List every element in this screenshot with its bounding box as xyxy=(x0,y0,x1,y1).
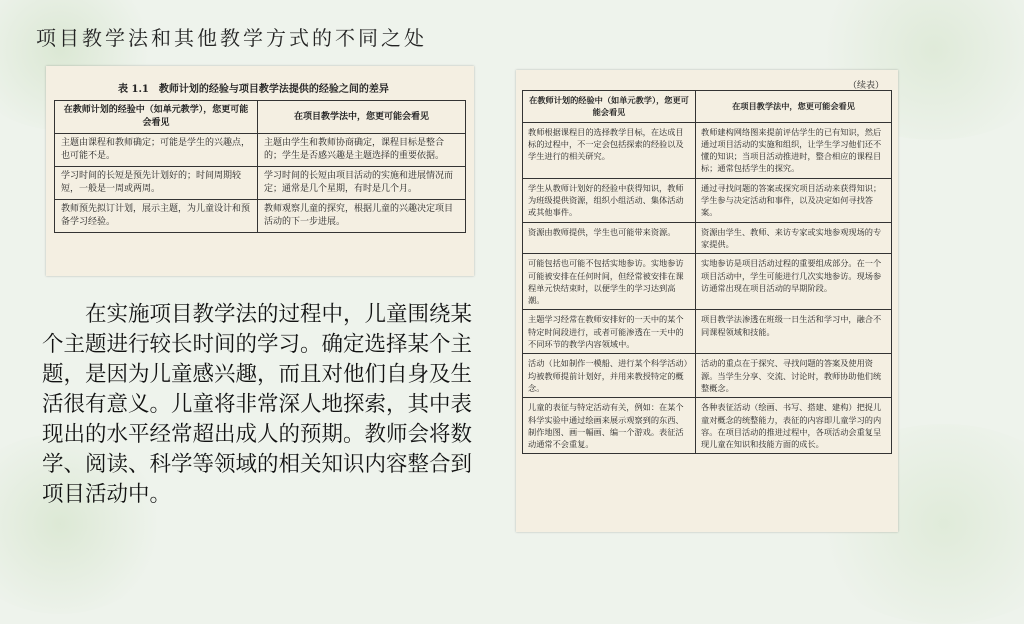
table-header-teacher-planned: 在教师计划的经验中（如单元教学），您更可能会看见 xyxy=(523,91,696,123)
table-header-teacher-planned: 在教师计划的经验中（如单元教学），您更可能会看见 xyxy=(55,101,258,134)
table-cell: 教师根据课程目的选择教学目标，在达成目标的过程中，不一定会包括探索的经验以及学生进行的相关研究。 xyxy=(523,122,696,178)
table-row xyxy=(523,398,892,454)
slide-title: 项目教学法和其他教学方式的不同之处 xyxy=(36,26,427,50)
table-row xyxy=(55,134,466,167)
left-comparison-table xyxy=(54,100,466,233)
table-row xyxy=(523,222,892,254)
table-cell: 实地参访是项目活动过程的重要组成部分。在一个项目活动中，学生可能进行几次实地参访。现场参访通常出现在项目活动的早期阶段。 xyxy=(696,254,892,310)
table-row xyxy=(523,354,892,398)
table-header-row xyxy=(523,91,892,123)
left-scanned-page xyxy=(46,66,474,276)
table-header-project: 在项目教学法中，您更可能会看见 xyxy=(258,101,466,134)
table-row xyxy=(55,167,466,200)
table-cell: 儿童的表征与特定活动有关，例如：在某个科学实验中通过绘画来展示观察到的东西、制作地图、画一幅画、编一个游戏。表征活动通常不会重复。 xyxy=(523,398,696,454)
table-cell: 项目教学法渗透在班级一日生活和学习中，融合不同课程领域和技能。 xyxy=(696,310,892,354)
table-caption: 表 1.1 教师计划的经验与项目教学法提供的经验之间的差异 xyxy=(118,84,389,95)
continued-mark: （续表） xyxy=(847,81,884,91)
table-cell: 学习时间的长短是预先计划好的；时间周期较短，一般是一周或两周。 xyxy=(55,167,258,200)
table-cell: 资源由学生、教师、来访专家或实地参观现场的专家提供。 xyxy=(696,222,892,254)
table-cell: 各种表征活动（绘画、书写、搭建、建构）把捉儿童对概念的统整能力，表征的内容即儿童学习的内容。在项目活动的推进过程中，各项活动会重复呈现儿童在知识和技能方面的成长。 xyxy=(696,398,892,454)
table-header-project: 在项目教学法中，您更可能会看见 xyxy=(696,91,892,123)
table-cell: 资源由教师提供，学生也可能带来资源。 xyxy=(523,222,696,254)
table-row xyxy=(55,200,466,233)
table-cell: 活动的重点在于探究、寻找问题的答案及使用资源。当学生分享、交流、讨论时，教师协助他们统整概念。 xyxy=(696,354,892,398)
table-cell: 主题由课程和教师确定；可能是学生的兴趣点，也可能不是。 xyxy=(55,134,258,167)
right-scanned-page xyxy=(516,70,898,532)
table-cell: 学生从教师计划好的经验中获得知识，教师为班级提供资源，组织小组活动、集体活动或其他事件。 xyxy=(523,178,696,222)
table-row xyxy=(523,254,892,310)
right-comparison-table xyxy=(522,90,892,454)
table-cell: 主题学习经常在教师安排好的一天中的某个特定时间段进行，或者可能渗透在一天中的不同环节的教学内容领域中。 xyxy=(523,310,696,354)
table-row xyxy=(523,178,892,222)
table-cell: 教师建构网络图来提前评估学生的已有知识，然后通过项目活动的实施和组织，让学生学习他们还不懂的知识；当项目活动推进时，整合相应的课程目标；通常包括学生的探究。 xyxy=(696,122,892,178)
table-cell: 活动（比如制作一模船、进行某个科学活动）均被教师提前计划好，并用来教授特定的概念。 xyxy=(523,354,696,398)
body-paragraph: 在实施项目教学法的过程中，儿童围绕某个主题进行较长时间的学习。确定选择某个主题，是因为儿童感兴趣，而且对他们自身及生活很有意义。儿童将非常深人地探索，其中表现出的水平经常超出成人的预期。教师会将数学、阅读、科学等领域的相关知识内容整合到项目活动中。 xyxy=(42,302,473,507)
table-cell: 通过寻找问题的答案或探究项目活动来获得知识；学生参与决定活动和事件，以及决定如何寻找答案。 xyxy=(696,178,892,222)
table-cell: 教师预先拟订计划，展示主题，为儿童设计和预备学习经验。 xyxy=(55,200,258,233)
table-cell: 学习时间的长短由项目活动的实施和进展情况而定；通常是几个星期，有时是几个月。 xyxy=(258,167,466,200)
table-cell: 教师观察儿童的探究，根据儿童的兴趣决定项目活动的下一步进展。 xyxy=(258,200,466,233)
table-cell: 主题由学生和教师协商确定，课程目标是整合的；学生是否感兴趣是主题选择的重要依据。 xyxy=(258,134,466,167)
table-cell: 可能包括也可能不包括实地参访。实地参访可能被安排在任何时间，但经常被安排在课程单元快结束时，以便学生的学习达到高潮。 xyxy=(523,254,696,310)
table-row xyxy=(523,310,892,354)
table-header-row xyxy=(55,101,466,134)
table-row xyxy=(523,122,892,178)
